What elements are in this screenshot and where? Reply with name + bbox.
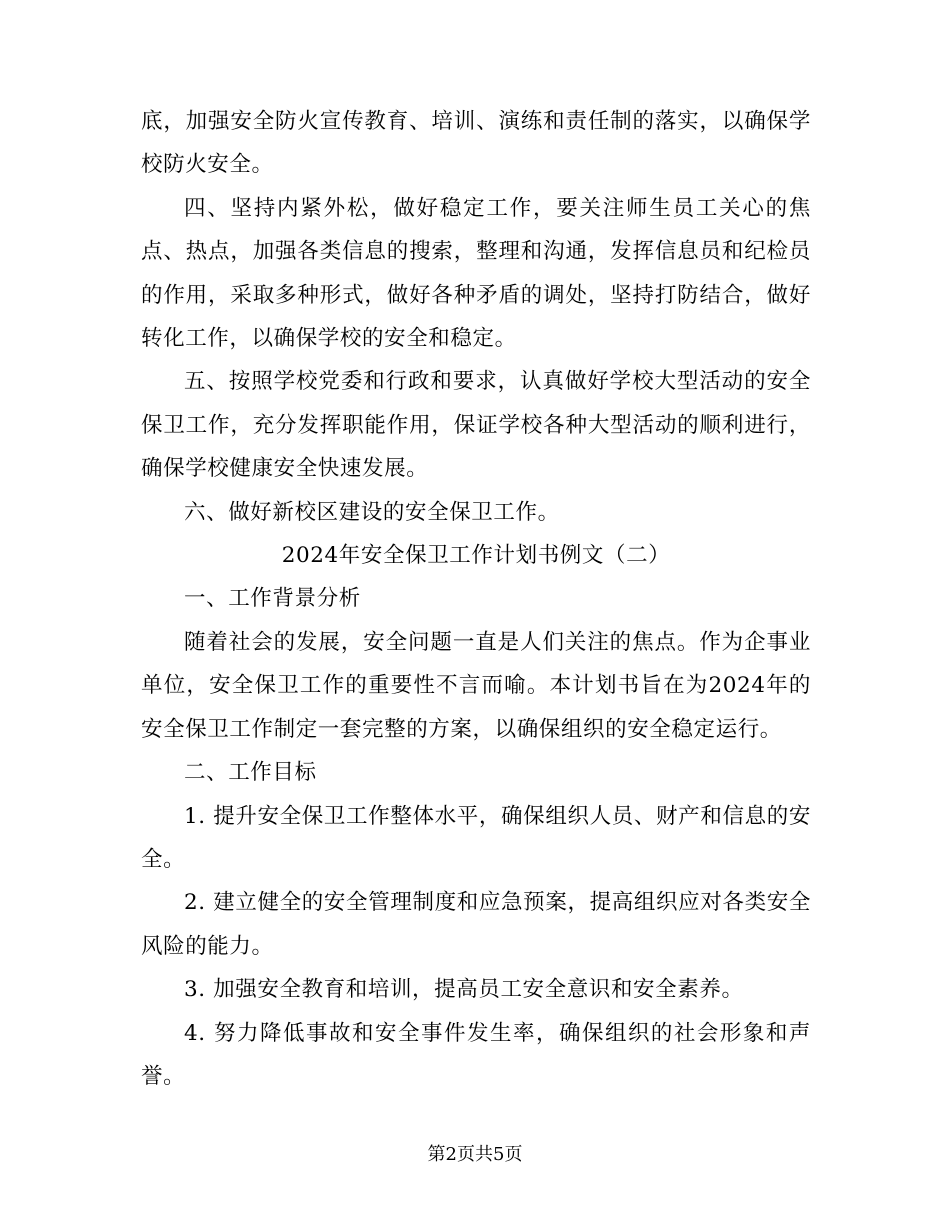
page-number-footer: 第2页共5页 xyxy=(427,1144,523,1165)
goal-item-2: 2. 建立健全的安全管理制度和应急预案，提高组织应对各类安全风险的能力。 xyxy=(141,890,811,959)
paragraph-item-five: 五、按照学校党委和行政和要求，认真做好学校大型活动的安全保卫工作，充分发挥职能作用，保证学校各种大型活动的顺利进行，确保学校健康安全快速发展。 xyxy=(141,369,811,482)
goal-item-3: 3. 加强安全教育和培训，提高员工安全意识和安全素养。 xyxy=(184,977,744,1003)
goal-item-4: 4. 努力降低事故和安全事件发生率，确保组织的社会形象和声誉。 xyxy=(141,1020,811,1089)
paragraph-continuation: 底，加强安全防火宣传教育、培训、演练和责任制的落实，以确保学校防火安全。 xyxy=(141,109,811,178)
paragraph-item-four: 四、坚持内紧外松，做好稳定工作，要关注师生员工关心的焦点、热点，加强各类信息的搜索，整理和沟通，发挥信息员和纪检员的作用，采取多种形式，做好各种矛盾的调处，坚持打防结合，做好转化工作，以确保学校的安全和稳定。 xyxy=(141,195,811,352)
paragraph-item-six: 六、做好新校区建设的安全保卫工作。 xyxy=(184,499,560,525)
heading-goals: 二、工作目标 xyxy=(184,760,317,786)
goal-item-1: 1. 提升安全保卫工作整体水平，确保组织人员、财产和信息的安全。 xyxy=(141,803,811,872)
paragraph-background: 随着社会的发展，安全问题一直是人们关注的焦点。作为企事业单位，安全保卫工作的重要性不言而喻。本计划书旨在为2024年的安全保卫工作制定一套完整的方案，以确保组织的安全稳定运行。 xyxy=(141,629,811,742)
section-title: 2024年安全保卫工作计划书例文（二） xyxy=(281,543,671,569)
document-body xyxy=(141,100,811,1098)
heading-background: 一、工作背景分析 xyxy=(184,586,361,612)
